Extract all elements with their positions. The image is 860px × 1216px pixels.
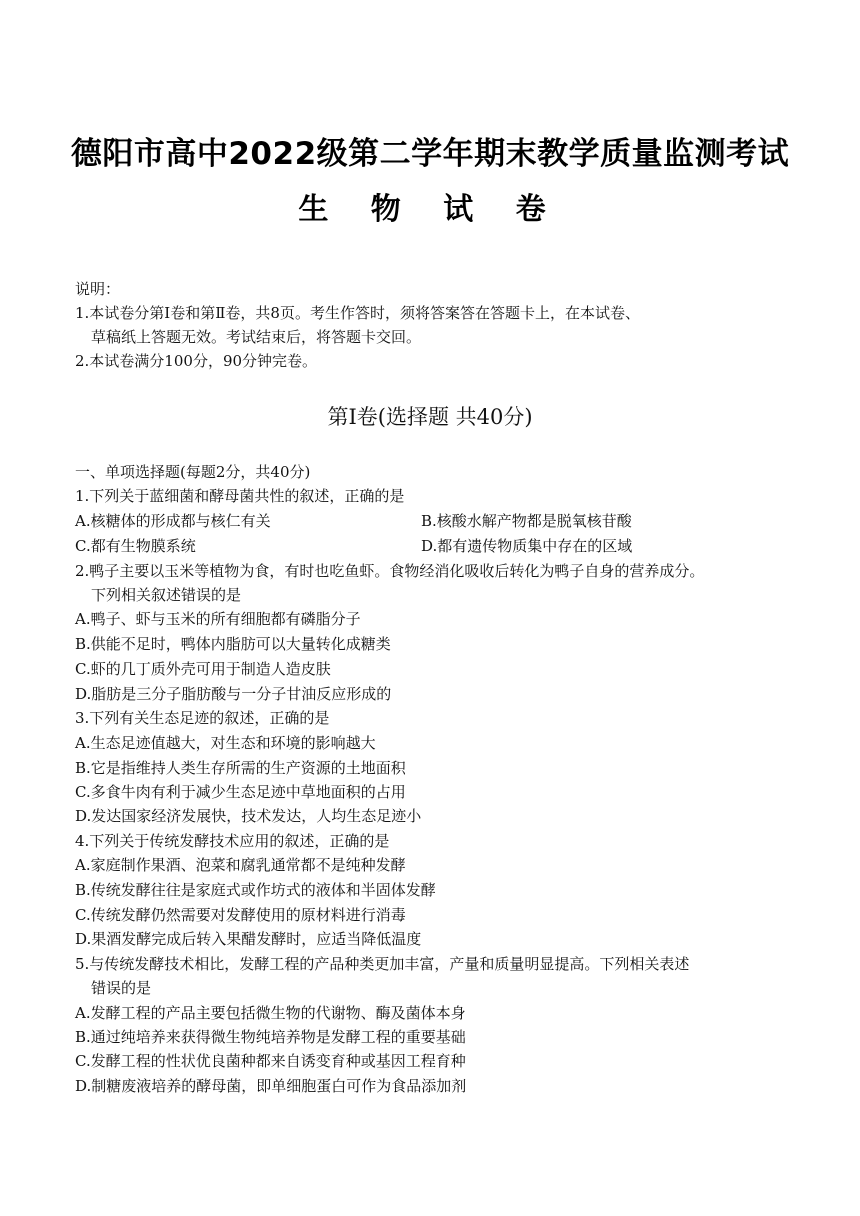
- option-c: C.传统发酵仍然需要对发酵使用的原材料进行消毒: [75, 906, 406, 924]
- option-d: D.发达国家经济发展快，技术发达，人均生态足迹小: [75, 807, 422, 825]
- option-b: B.它是指维持人类生存所需的生产资源的土地面积: [75, 759, 406, 777]
- option-b: B.传统发酵往往是家庭式或作坊式的液体和半固体发酵: [75, 881, 436, 899]
- option-a: A.生态足迹值越大，对生态和环境的影响越大: [75, 734, 376, 752]
- question-stem: 2.鸭子主要以玉米等植物为食，有时也吃鱼虾。食物经消化吸收后转化为鸭子自身的营养成分。: [75, 562, 705, 580]
- subject-title: 生 物 试 卷: [298, 192, 562, 227]
- option-a: A.发酵工程的产品主要包括微生物的代谢物、酶及菌体本身: [75, 1004, 466, 1022]
- question-stem-continued: 下列相关叙述错误的是: [91, 586, 242, 604]
- instruction-item-1-continued: 草稿纸上答题无效。考试结束后，将答题卡交回。: [91, 328, 422, 346]
- option-b: B.供能不足时，鸭体内脂肪可以大量转化成糖类: [75, 635, 391, 653]
- option-a: A.核糖体的形成都与核仁有关: [75, 512, 271, 530]
- part-heading: 一、单项选择题(每题2分，共40分): [75, 463, 311, 481]
- question-stem-continued: 错误的是: [91, 979, 152, 997]
- instruction-item-2: 2.本试卷满分100分，90分钟完卷。: [75, 352, 318, 370]
- option-a: A.家庭制作果酒、泡菜和腐乳通常都不是纯种发酵: [75, 856, 406, 874]
- question-stem: 1.下列关于蓝细菌和酵母菌共性的叙述，正确的是: [75, 487, 405, 505]
- option-c: C.发酵工程的性状优良菌种都来自诱变育种或基因工程育种: [75, 1052, 466, 1070]
- option-d: D.脂肪是三分子脂肪酸与一分子甘油反应形成的: [75, 685, 392, 703]
- instruction-item-1: 1.本试卷分第Ⅰ卷和第Ⅱ卷，共8页。考生作答时，须将答案答在答题卡上，在本试卷、: [75, 304, 640, 322]
- option-d: D.制糖废液培养的酵母菌，即单细胞蛋白可作为食品添加剂: [75, 1077, 467, 1095]
- question-stem: 3.下列有关生态足迹的叙述，正确的是: [75, 709, 330, 727]
- exam-title: 德阳市高中2022级第二学年期末教学质量监测考试: [70, 136, 790, 172]
- option-d: D.都有遗传物质集中存在的区域: [421, 537, 633, 555]
- instructions-heading: 说明：: [75, 280, 121, 298]
- option-b: B.核酸水解产物都是脱氧核苷酸: [421, 512, 632, 530]
- option-a: A.鸭子、虾与玉米的所有细胞都有磷脂分子: [75, 610, 361, 628]
- option-c: C.多食牛肉有利于减少生态足迹中草地面积的占用: [75, 783, 406, 801]
- question-stem: 5.与传统发酵技术相比，发酵工程的产品种类更加丰富，产量和质量明显提高。下列相关表述: [75, 955, 690, 973]
- option-c: C.虾的几丁质外壳可用于制造人造皮肤: [75, 660, 331, 678]
- option-b: B.通过纯培养来获得微生物纯培养物是发酵工程的重要基础: [75, 1028, 466, 1046]
- option-c: C.都有生物膜系统: [75, 537, 196, 555]
- section-title: 第Ⅰ卷(选择题 共40分): [327, 405, 533, 429]
- question-stem: 4.下列关于传统发酵技术应用的叙述，正确的是: [75, 832, 390, 850]
- option-d: D.果酒发酵完成后转入果醋发酵时，应适当降低温度: [75, 930, 422, 948]
